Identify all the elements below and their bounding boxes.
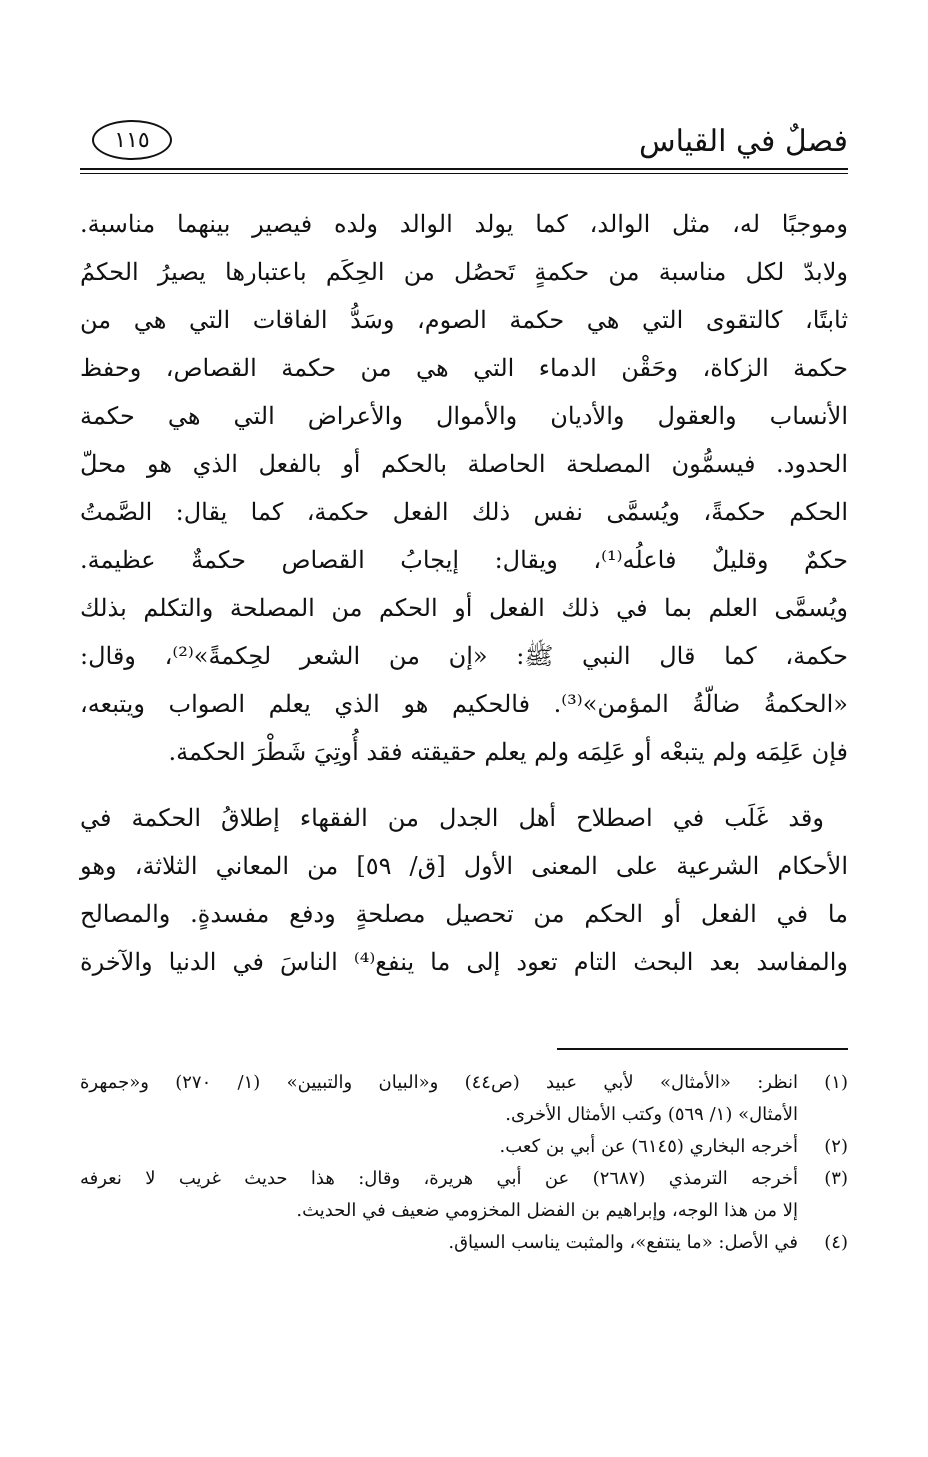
text-line: الحكم حكمةً، ويُسمَّى نفس ذلك الفعل حكمة، كما يقال: الصَّمتُ (80, 498, 848, 526)
text-line: ما في الفعل أو الحكم من تحصيل مصلحةٍ ودفع مفسدةٍ. والمصالح (80, 900, 848, 928)
footnote-line: أخرجه الترمذي (٢٦٨٧) عن أبي هريرة، وقال: هذا حديث غريب لا نعرفه (80, 1168, 798, 1189)
footnote-line: في الأصل: «ما ينتفع»، والمثبت يناسب السياق. (448, 1232, 798, 1253)
running-title: فصلٌ في القياس (639, 124, 848, 159)
footnote-2 (80, 1132, 848, 1164)
paragraph-gap (80, 776, 848, 794)
paragraph-1 (80, 200, 848, 776)
text-line: الأحكام الشرعية على المعنى الأول [ق/ ٥٩] من المعاني الثلاثة، وهو (80, 852, 849, 880)
footnote-number: (٣) (824, 1168, 848, 1189)
footnote-line: أخرجه البخاري (٦١٤٥) عن أبي بن كعب. (499, 1136, 798, 1157)
footnote-4 (80, 1228, 848, 1260)
page-header (80, 118, 848, 166)
footnote-number: (١) (824, 1072, 848, 1093)
text-line: ثابتًا، كالتقوى التي هي حكمة الصوم، وسَدُّ الفاقات التي هي من (80, 306, 848, 334)
footnote-line: إلا من هذا الوجه، وإبراهيم بن الفضل المخزومي ضعيف في الحديث. (296, 1200, 798, 1221)
text-line: ويُسمَّى العلم بما في ذلك الفعل أو الحكم من المصلحة والتكلم بذلك (80, 594, 848, 622)
text-line: حكمة، كما قال النبي ﷺ: «إن من الشعر لحِكمةً»⁽²⁾، وقال: (80, 642, 849, 670)
footnote-separator (557, 1048, 848, 1050)
footnote-line: انظر: «الأمثال» لأبي عبيد (ص٤٤) و«البيان والتبيين» (١/ ٢٧٠) و«جمهرة (80, 1072, 798, 1093)
text-line: وموجبًا له، مثل الوالد، كما يولد الوالد ولده فيصير بينهما مناسبة. (80, 210, 848, 238)
footnote-number: (٤) (824, 1232, 848, 1253)
text-line: «الحكمةُ ضالّةُ المؤمن»⁽³⁾. فالحكيم هو الذي يعلم الصواب ويتبعه، (80, 690, 848, 718)
text-line: فإن عَلِمَه ولم يتبعْه أو عَلِمَه ولم يعلم حقيقته فقد أُوتِيَ شَطْرَ الحكمة. (168, 738, 848, 766)
paragraph-2 (80, 794, 848, 986)
text-line: وقد غَلَب في اصطلاح أهل الجدل من الفقهاء إطلاقُ الحكمة في (80, 804, 824, 832)
text-line: الحدود. فيسمُّون المصلحة الحاصلة بالحكم أو بالفعل الذي هو محلّ (80, 450, 848, 478)
footnote-number: (٢) (824, 1136, 848, 1157)
header-rule (80, 168, 848, 170)
footnote-line: الأمثال» (١/ ٥٦٩) وكتب الأمثال الأخرى. (505, 1104, 798, 1125)
text-line: ولابدّ لكل مناسبة من حكمةٍ تَحصُل من الحِكَم باعتبارها يصيرُ الحكمُ (80, 258, 848, 286)
text-line: الأنساب والعقول والأديان والأموال والأعراض التي هي حكمة (80, 402, 848, 430)
footnotes (80, 1068, 848, 1260)
footnote-1 (80, 1068, 848, 1132)
text-line: حكمٌ وقليلٌ فاعلُه⁽¹⁾، ويقال: إيجابُ القصاص حكمةٌ عظيمة. (80, 546, 849, 574)
page-number: ١١٥ (92, 120, 172, 160)
header-rule-thin (80, 173, 848, 174)
text-line: حكمة الزكاة، وحَقْن الدماء التي هي من حكمة القصاص، وحفظ (80, 354, 848, 382)
text-line: والمفاسد بعد البحث التام تعود إلى ما ينفع⁽⁴⁾ الناسَ في الدنيا والآخرة (80, 948, 848, 976)
main-text (80, 200, 848, 986)
footnote-3 (80, 1164, 848, 1228)
